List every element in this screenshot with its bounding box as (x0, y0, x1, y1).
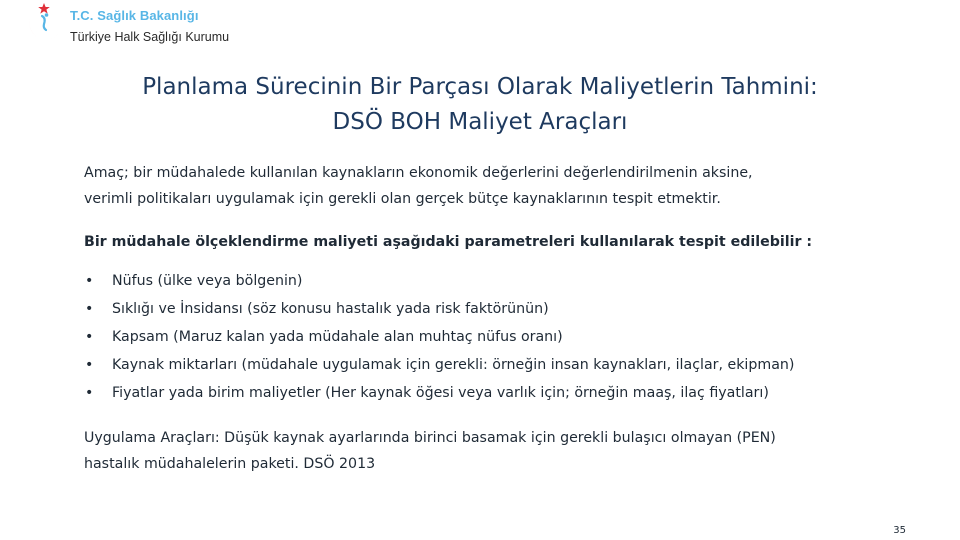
list-item-text: Sıklığı ve İnsidansı (söz konusu hastalık yada risk faktörünün) (112, 301, 549, 317)
parameters-heading: Bir müdahale ölçeklendirme maliyeti aşağıdaki parametreleri kullanılarak tespit edilebilir : (84, 234, 813, 250)
list-item-text: Kapsam (Maruz kalan yada müdahale alan muhtaç nüfus oranı) (112, 329, 563, 345)
list-item-text: Nüfus (ülke veya bölgenin) (112, 273, 303, 289)
ministry-logo-icon (22, 2, 68, 42)
intro-line-2: verimli politikaları uygulamak için gerekli olan gerçek bütçe kaynaklarının tespit etmektir. (84, 191, 721, 207)
slide-title (40, 70, 920, 140)
list-item (84, 295, 884, 323)
bullet-icon: • (85, 329, 94, 345)
bullet-icon: • (85, 301, 94, 317)
list-item-text: Fiyatlar yada birim maliyetler (Her kaynak öğesi veya varlık için; örneğin maaş, ilaç fiyatları) (112, 385, 769, 401)
bullet-icon: • (85, 385, 94, 401)
list-item (84, 351, 884, 379)
org-unit: Türkiye Halk Sağlığı Kurumu (70, 30, 230, 44)
list-item (84, 379, 884, 407)
list-item-text: Kaynak miktarları (müdahale uygulamak için gerekli: örneğin insan kaynakları, ilaçlar, ekipman) (112, 357, 795, 373)
tools-paragraph (84, 425, 884, 477)
tools-line-2: hastalık müdahalelerin paketi. DSÖ 2013 (84, 456, 376, 472)
org-name: T.C. Sağlık Bakanlığı (70, 8, 199, 23)
bullet-icon: • (85, 273, 94, 289)
list-item (84, 323, 884, 351)
list-item (84, 267, 884, 295)
parameter-list (84, 267, 884, 407)
slide-body (84, 160, 884, 477)
slide-title-line-1: Planlama Sürecinin Bir Parçası Olarak Maliyetlerin Tahmini: (142, 74, 818, 100)
intro-paragraph (84, 160, 884, 212)
page-number: 35 (893, 525, 906, 536)
intro-line-1: Amaç; bir müdahalede kullanılan kaynakların ekonomik değerlerini değerlendirilmenin aksine, (84, 165, 753, 181)
slide-title-line-2: DSÖ BOH Maliyet Araçları (332, 109, 628, 135)
tools-line-1: Uygulama Araçları: Düşük kaynak ayarlarında birinci basamak için gerekli bulaşıcı olmayan (PEN) (84, 430, 776, 446)
bullet-icon: • (85, 357, 94, 373)
